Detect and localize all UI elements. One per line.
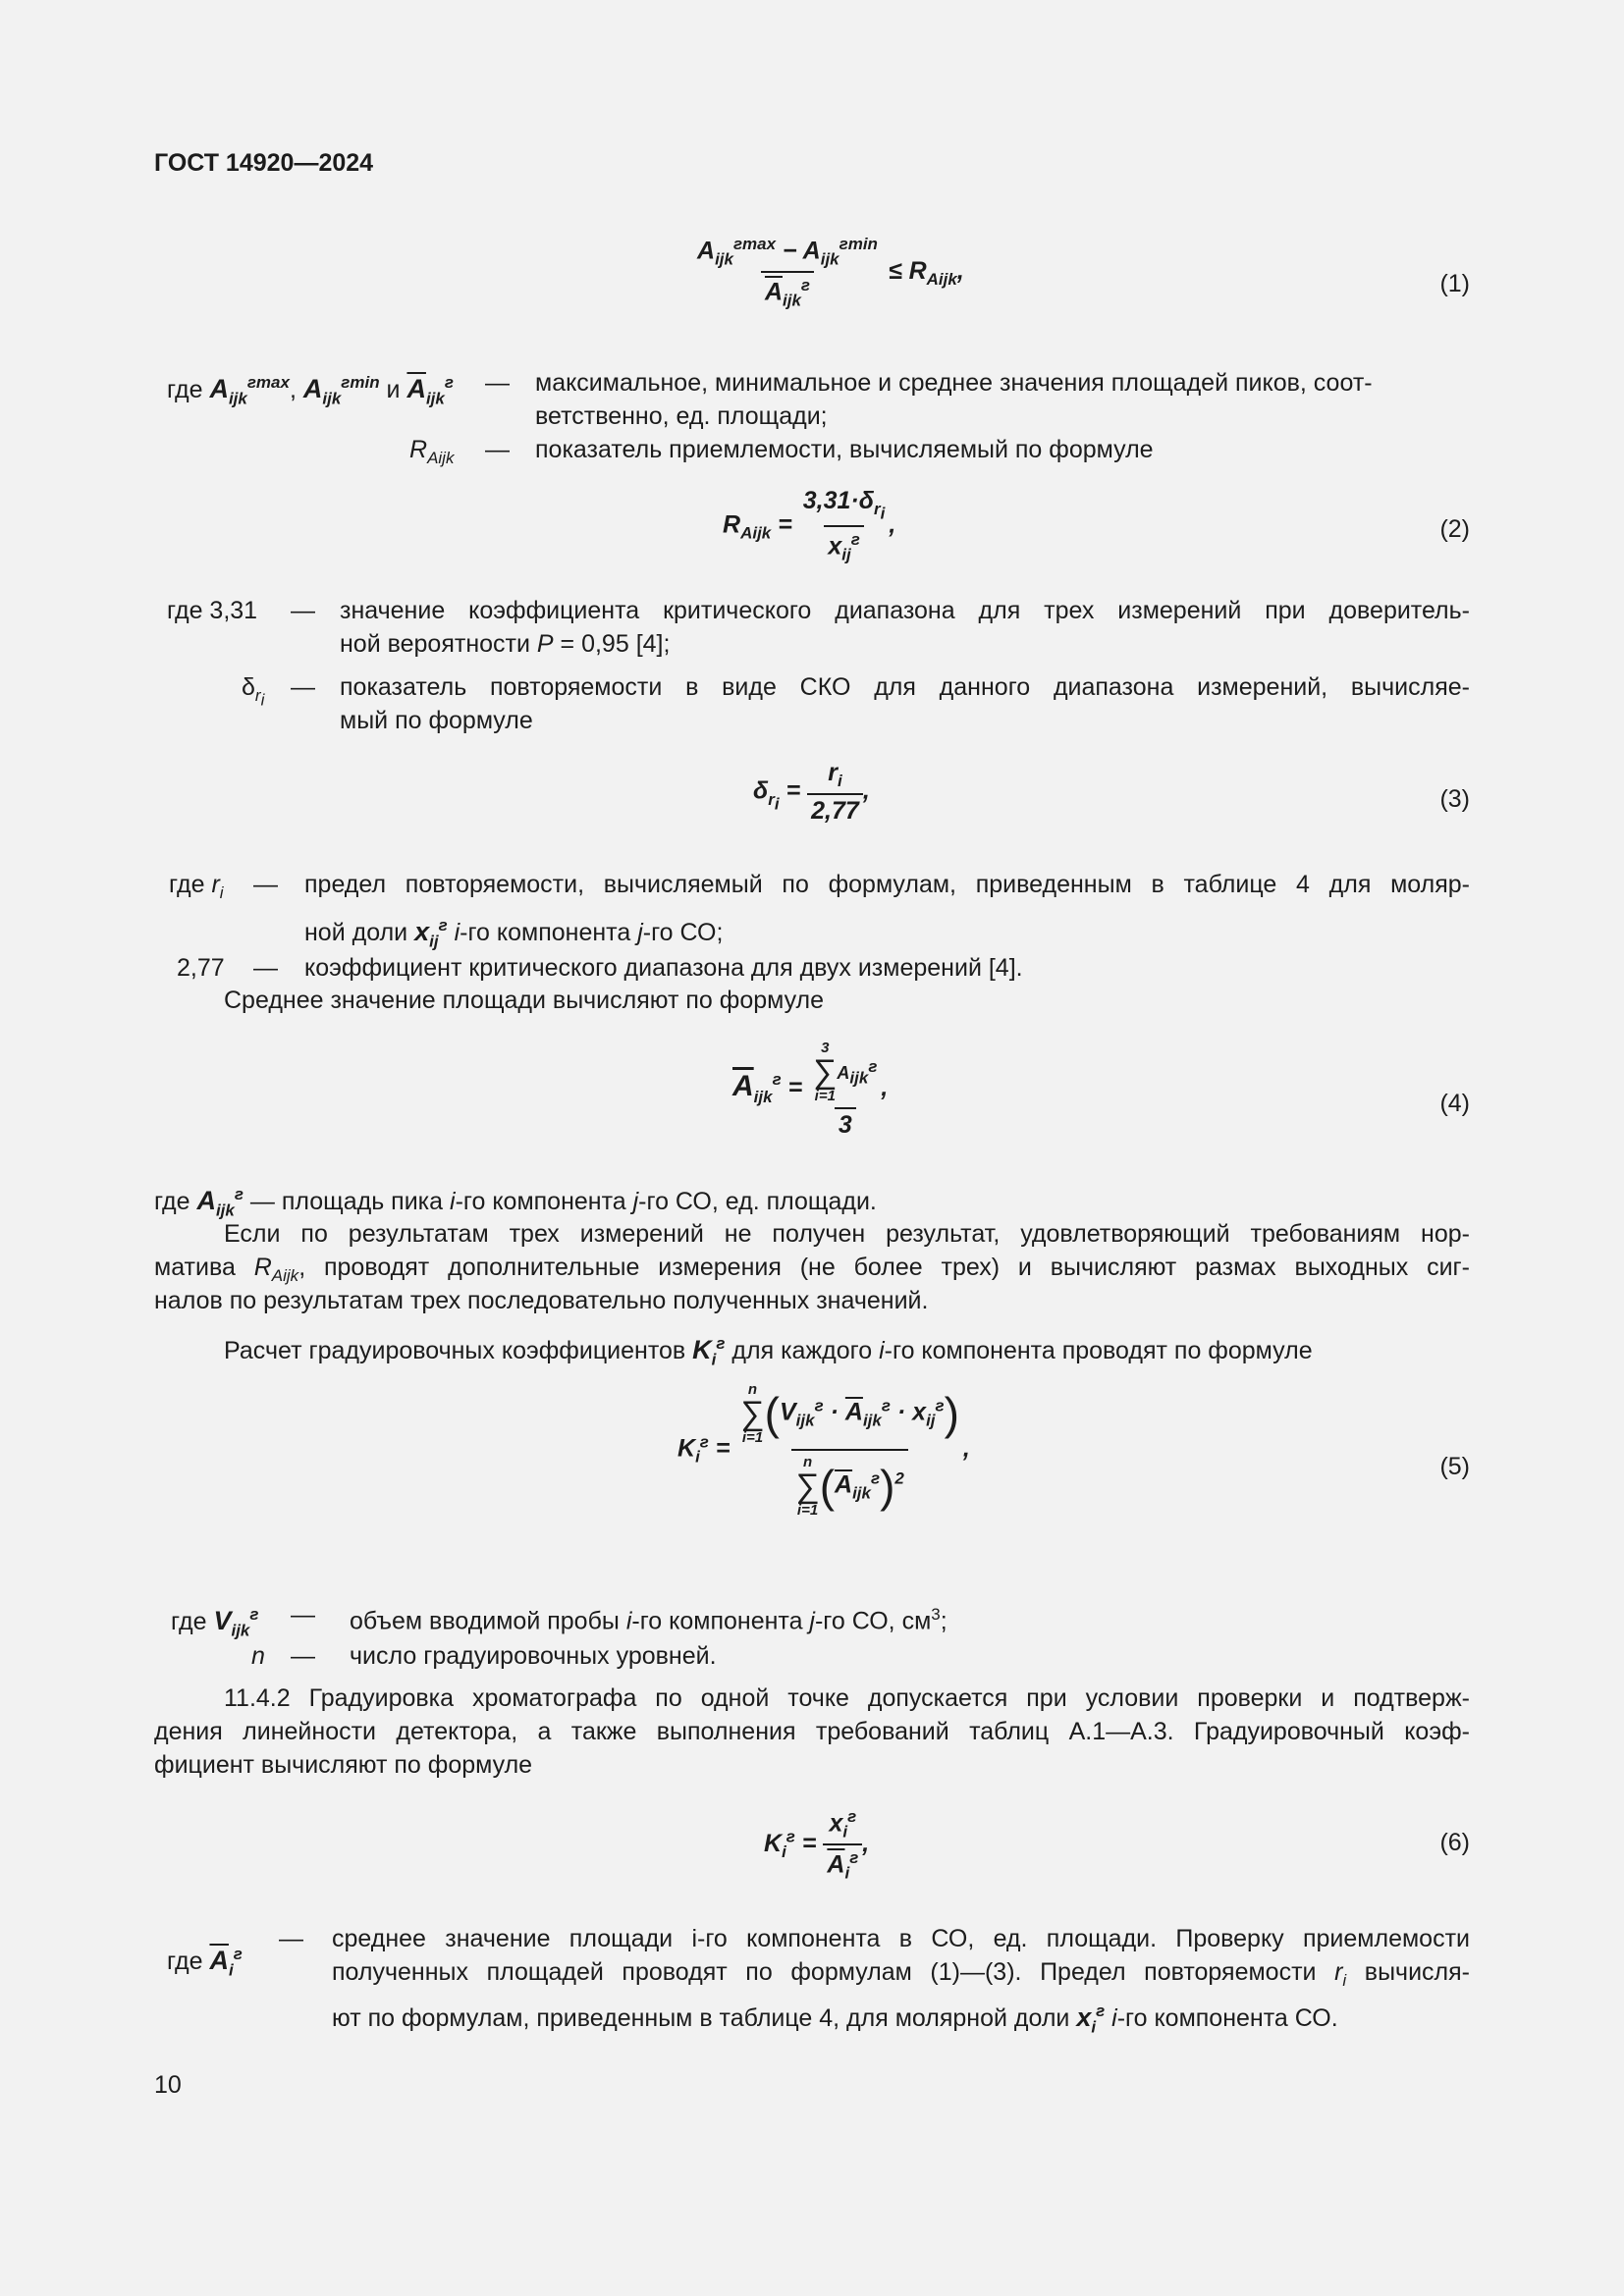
where-1-r-symbol: $R_{Aijk}$ (409, 436, 455, 467)
paragraph-if-line-3: налов по результатам трех последовательно полученных значений. (154, 1287, 929, 1314)
where-2-dash-1: — (291, 597, 315, 624)
where-1-def-1-line-2: ветственно, ед. площади; (535, 402, 828, 430)
where-2-lead: где 3,31 (167, 597, 258, 624)
equation-3: $\delta_{r_i}$ = $\frac{r_i}{2,77}$ , (753, 759, 870, 825)
equation-1: $\frac{A_{ijk}^{гmax} - A_{ijk}^{гmin}}{\overline{A}_{ijk}^г}$ ≤ $R_{Aijk}$, (697, 235, 964, 310)
page-header: ГОСТ 14920—2024 (154, 149, 374, 177)
equation-5: $K_i^г$ = n ∑ i=1 $(V_{ijk}^г \cdot \overline{A}_{ijk}^г \cdot x_{ij}^г)$ n ∑ i=1 $(\overline{A}_{ijk}^г)^2$ , (677, 1381, 970, 1519)
equation-4-number: (4) (1439, 1090, 1470, 1117)
equation-2-number: (2) (1439, 515, 1470, 543)
paragraph-average: Среднее значение площади вычисляют по формуле (224, 987, 825, 1014)
where-3-def-1-line-1: предел повторяемости, вычисляемый по формулам, приведенным в таблице 4 для моляр- (304, 871, 1470, 898)
where-1-def-1-line-1: максимальное, минимальное и среднее значения площадей пиков, соот- (535, 369, 1373, 397)
equation-6-number: (6) (1439, 1829, 1470, 1856)
where-5-dash-2: — (291, 1642, 315, 1670)
paragraph-if-line-2: матива $R_{Aijk}$, проводят дополнительные измерения (не более трех) и вычисляют размах выходных сиг- (154, 1254, 1470, 1285)
where-3-lead: где $r_i$ (169, 871, 224, 902)
equation-1-number: (1) (1439, 270, 1470, 297)
where-6-line-3: ют по формулам, приведенным в таблице 4, для молярной доли $x_i^г$ i-го компонента СО. (332, 2002, 1338, 2037)
where-2-delta-symbol: $\delta_{r_i}$ (242, 673, 265, 710)
where-3-def-2: коэффициент критического диапазона для двух измерений [4]. (304, 954, 1023, 982)
where-6-line-2: полученных площадей проводят по формулам (1)—(3). Предел повторяемости $r_i$ вычисля- (332, 1958, 1470, 1990)
equation-6: $K_i^г$ = $\frac{x_i^г}{\overline{A}_i^г}$ , (764, 1807, 870, 1883)
equation-5-number: (5) (1439, 1453, 1470, 1480)
where-1-lead: где $A_{ijk}^{гmax}$, $A_{ijk}^{гmin}$ и $\overline{A}_{ijk}^г$ (167, 373, 454, 408)
where-3-dash-1: — (253, 871, 278, 898)
where-3-dash-2: — (253, 954, 278, 982)
paragraph-if-line-1: Если по результатам трех измерений не получен результат, удовлетворяющий требованиям нор- (224, 1220, 1470, 1248)
where-2-def-1-line-2: ной вероятности P = 0,95 [4]; (340, 630, 671, 658)
where-4-text: где $A_{ijk}^г$ — площадь пика i-го компонента j-го СО, ед. площади. (154, 1185, 877, 1220)
equation-2: $R_{Aijk}$ = $\frac{3,31\cdot\delta_{r_i}}{x_{ij}^г}$ , (723, 487, 896, 564)
paragraph-1142-line-2: дения линейности детектора, а также выполнения требований таблиц А.1—А.3. Градуировочный коэф- (154, 1718, 1470, 1745)
where-6-dash: — (279, 1925, 303, 1952)
where-2-def-2-line-2: мый по формуле (340, 707, 533, 734)
where-6-line-1: среднее значение площади i-го компонента в СО, ед. площади. Проверку приемлемости (332, 1925, 1470, 1952)
equation-3-number: (3) (1439, 785, 1470, 813)
where-1-dash-2: — (485, 436, 510, 463)
paragraph-calc: Расчет градуировочных коэффициентов $K_i^г$ для каждого i-го компонента проводят по формуле (224, 1334, 1313, 1369)
where-2-def-1-line-1: значение коэффициента критического диапазона для трех измерений при доверитель- (340, 597, 1470, 624)
equation-4: $\overline{A}_{ijk}^г$ = 3 ∑ i=1 $A_{ijk}^г$ 3 , (732, 1040, 889, 1139)
where-1-def-2: показатель приемлемости, вычисляемый по формуле (535, 436, 1154, 463)
where-2-dash-2: — (291, 673, 315, 701)
where-5-def-2: число градуировочных уровней. (350, 1642, 717, 1670)
where-6-lead: где $\overline{A}_i^г$ (167, 1945, 243, 1980)
where-5-def-1: объем вводимой пробы i-го компонента j-го СО, $см^3$; (350, 1605, 947, 1635)
where-1-dash-1: — (485, 369, 510, 397)
page-number: 10 (154, 2071, 182, 2099)
where-2-def-2-line-1: показатель повторяемости в виде СКО для данного диапазона измерений, вычисляе- (340, 673, 1470, 701)
paragraph-1142-line-1: 11.4.2 Градуировка хроматографа по одной точке допускается при условии проверки и подтверж- (224, 1684, 1470, 1712)
where-3-def-1-line-2: ной доли $x_{ij}^г$ i-го компонента j-го СО; (304, 916, 724, 951)
paragraph-1142-line-3: фициент вычисляют по формуле (154, 1751, 533, 1779)
where-5-dash-1: — (291, 1601, 315, 1629)
where-5-lead: где $V_{ijk}^г$ (171, 1605, 259, 1640)
where-5-n-symbol: n (251, 1642, 265, 1670)
where-3-val-2: 2,77 (177, 954, 225, 982)
